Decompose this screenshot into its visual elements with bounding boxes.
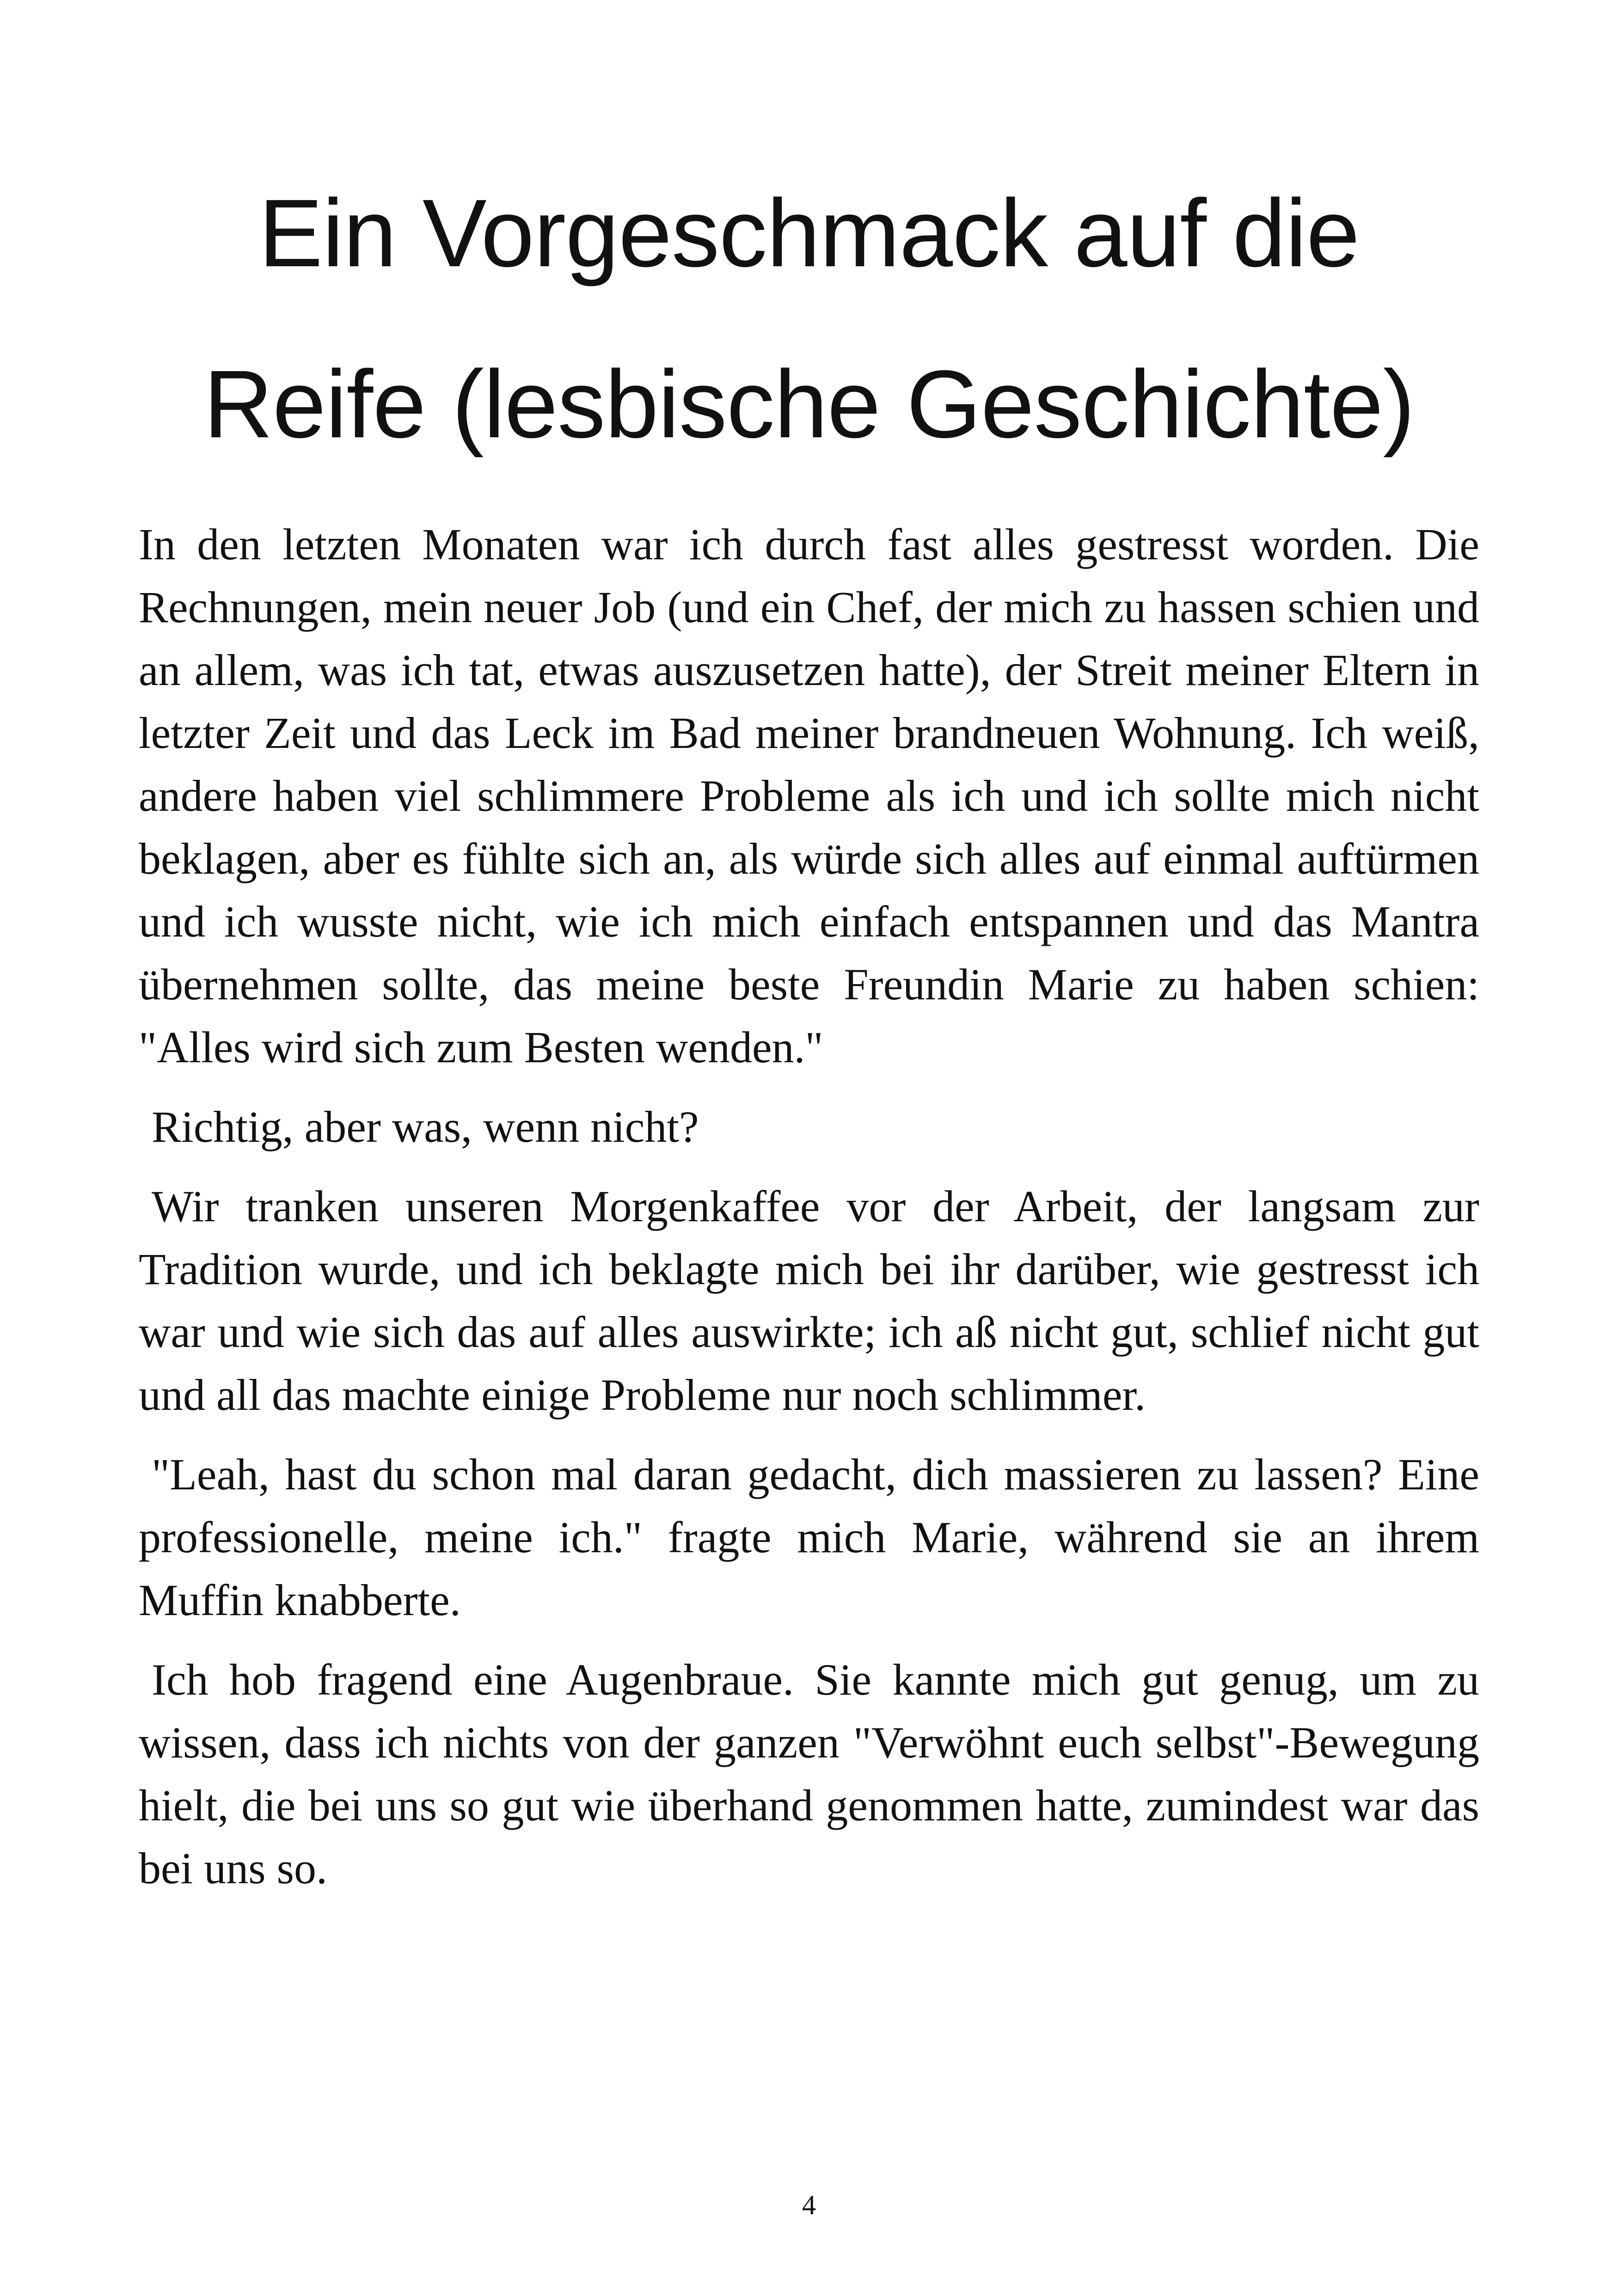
- paragraph-1: In den letzten Monaten war ich durch fast alles gestresst worden. Die Rechnungen, mein neuer Job (und ein Chef, der mich zu hassen schien und an allem, was ich tat, etwas auszusetzen hatte), der Streit meiner Eltern in letzter Zeit und das Leck im Bad meiner brandneuen Wohnung. Ich weiß, andere haben viel schlimmere Probleme als ich und ich sollte mich nicht beklagen, aber es fühlte sich an, als würde sich alles auf einmal auftürmen und ich wusste nicht, wie ich mich einfach entspannen und das Mantra übernehmen sollte, das meine beste Freundin Marie zu haben schien: "Alles wird sich zum Besten wenden.": [139, 520, 1479, 1072]
- paragraph-3: Wir tranken unseren Morgenkaffee vor der Arbeit, der langsam zur Tradition wurde, und ich beklagte mich bei ihr darüber, wie gestresst ich war und wie sich das auf alles auswirkte; ich aß nicht gut, schlief nicht gut und all das machte einige Probleme nur noch schlimmer.: [139, 1182, 1479, 1420]
- title-line-2: Reife (lesbische Geschichte): [203, 351, 1415, 458]
- paragraph-2: Richtig, aber was, wenn nicht?: [152, 1102, 699, 1151]
- paragraph-4: "Leah, hast du schon mal daran gedacht, dich massieren zu lassen? Eine professionelle, meine ich." fragte mich Marie, während sie an ihrem Muffin knabberte.: [139, 1450, 1479, 1625]
- body-text: [139, 513, 1479, 1916]
- title-line-1: Ein Vorgeschmack auf die: [258, 180, 1360, 287]
- paragraph-5: Ich hob fragend eine Augenbraue. Sie kannte mich gut genug, um zu wissen, dass ich nichts von der ganzen "Verwöhnt euch selbst"-Bewegung hielt, die bei uns so gut wie überhand genommen hatte, zumindest war das bei uns so.: [139, 1655, 1479, 1893]
- page-number: 4: [802, 2190, 816, 2220]
- page-title: [139, 148, 1479, 490]
